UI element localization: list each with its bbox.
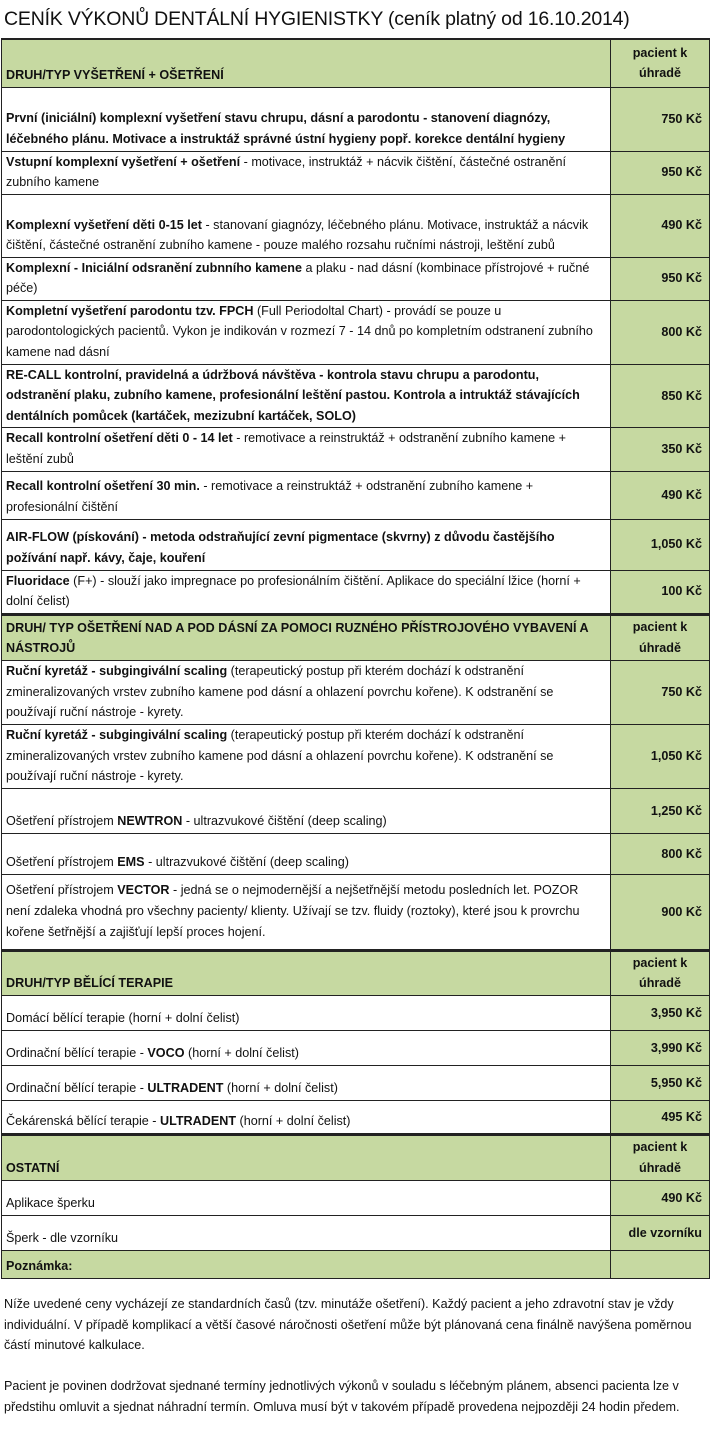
service-description: Recall kontrolní ošetření děti 0 - 14 let - remotivace a reinstruktáž + odstranění zubního kamene + leštění zubů <box>2 428 611 471</box>
service-price: 750 Kč <box>611 660 710 724</box>
table-row <box>2 471 710 519</box>
service-description: Kompletní vyšetření parodontu tzv. FPCH (Full Periodoltal Chart) - provádí se pouze u parodontologických pacientů. Vykon je indikován v rozmezí 7 - 14 dnů po kompletním odstranení zubního kamene nad dásní <box>2 300 611 364</box>
price-column-header: pacient k úhradě <box>611 614 710 660</box>
footer-paragraph: Níže uvedené ceny vycházejí ze standardních časů (tzv. minutáže ošetření). Každý pacient a jeho zdravotní stav je vždy individuální. V případě komplikací a větší časové náročnosti ošetření může být plánovaná cena finálně navýšena poměrnou částí minutové kalkulace. <box>4 1297 692 1353</box>
service-description: Komplexní - Iniciální odsranění zubnního kamene a plaku - nad dásní (kombinace přístrojové + ručné péče) <box>2 257 611 300</box>
service-price: 1,050 Kč <box>611 724 710 788</box>
note-price-cell <box>611 1250 710 1278</box>
service-price: 490 Kč <box>611 1180 710 1215</box>
table-row <box>2 1215 710 1250</box>
service-price: 350 Kč <box>611 428 710 471</box>
table-row <box>2 1030 710 1065</box>
section-title: OSTATNÍ <box>2 1134 611 1180</box>
service-price: 900 Kč <box>611 874 710 950</box>
service-price: 800 Kč <box>611 833 710 874</box>
page-title: CENÍK VÝKONŮ DENTÁLNÍ HYGIENISTKY (ceník platný od 16.10.2014) <box>4 8 630 30</box>
service-description: Fluoridace (F+) - slouží jako impregnace po profesionálním čištění. Aplikace do speciální lžice (horní + dolní čelist) <box>2 570 611 614</box>
section-title: DRUH/TYP VYŠETŘENÍ + OŠETŘENÍ <box>2 39 611 87</box>
service-description: Ordinační bělící terapie - ULTRADENT (horní + dolní čelist) <box>2 1065 611 1100</box>
table-row <box>2 151 710 194</box>
note-label: Poznámka: <box>2 1250 611 1278</box>
service-description: Ošetření přístrojem EMS - ultrazvukové čištění (deep scaling) <box>2 833 611 874</box>
service-price: 850 Kč <box>611 364 710 428</box>
service-description: RE-CALL kontrolní, pravidelná a údržbová návštěva - kontrola stavu chrupu a parodontu, odstranění plaku, zubního kamene, profesionální leštění pastou. Kontrola a intruktáž stávajících dentálních pomůcek (kartáček, mezizubní kartáček, SOLO) <box>2 364 611 428</box>
footer-paragraph: Pacient je povinen dodržovat sjednané termíny jednotlivých výkonů v souladu s léčebným plánem, absenci pacienta lze v předstihu omluvit a sjednat náhradní termín. Omluva musí být v takovém případě provedena nejpozději 24 hodin předem. <box>4 1379 680 1414</box>
table-row <box>2 1065 710 1100</box>
section-header <box>2 950 710 995</box>
table-row <box>2 87 710 151</box>
table-row <box>2 570 710 614</box>
service-description: Ruční kyretáž - subgingivální scaling (terapeutický postup při kterém dochází k odstranění zmineralizovaných vrstev zubního kamene pod dásní a ohlazení povrchu kořene). K odstranění se používají ruční nástroje - kyrety. <box>2 724 611 788</box>
service-price: 1,050 Kč <box>611 519 710 570</box>
price-table <box>1 38 710 1279</box>
service-price: 750 Kč <box>611 87 710 151</box>
service-price: 3,990 Kč <box>611 1030 710 1065</box>
service-price: 100 Kč <box>611 570 710 614</box>
section-header <box>2 39 710 87</box>
table-row <box>2 833 710 874</box>
section-title: DRUH/TYP BĚLÍCÍ TERAPIE <box>2 950 611 995</box>
service-price: 950 Kč <box>611 257 710 300</box>
price-column-header: pacient k úhradě <box>611 39 710 87</box>
table-row <box>2 194 710 257</box>
service-description: Ruční kyretáž - subgingivální scaling (terapeutický postup při kterém dochází k odstranění zmineralizovaných vrstev zubního kamene pod dásní a ohlazení povrchu kořene). K odstranění se používají ruční nástroje - kyrety. <box>2 660 611 724</box>
table-row <box>2 257 710 300</box>
service-price: 800 Kč <box>611 300 710 364</box>
table-row <box>2 874 710 950</box>
table-row <box>2 660 710 724</box>
service-price: 5,950 Kč <box>611 1065 710 1100</box>
service-description: Domácí bělící terapie (horní + dolní čelist) <box>2 995 611 1030</box>
service-description: Komplexní vyšetření děti 0-15 let - stanovaní giagnózy, léčebného plánu. Motivace, instruktáž a nácvik čištění, částečné ostranění zubního kamene - pouze malého rozsahu ručními nástroji, leštění zubů <box>2 194 611 257</box>
table-row <box>2 995 710 1030</box>
service-description: Čekárenská bělící terapie - ULTRADENT (horní + dolní čelist) <box>2 1100 611 1134</box>
service-description: Aplikace šperku <box>2 1180 611 1215</box>
service-price: 490 Kč <box>611 194 710 257</box>
service-description: Ošetření přístrojem VECTOR - jedná se o nejmodernější a nejšetřnější metodu posledních let. POZOR není zdaleka vhodná pro všechny pacienty/ klienty. Užívají se tzv. fluidy (roztoky), které jsou k provrchu kořene šetřnější a zajišťují lepší proces hojení. <box>2 874 611 950</box>
table-row <box>2 428 710 471</box>
table-row <box>2 788 710 833</box>
section-title: DRUH/ TYP OŠETŘENÍ NAD A POD DÁSNÍ ZA POMOCI RUZNÉHO PŘÍSTROJOVÉHO VYBAVENÍ A NÁSTROJŮ <box>2 614 611 660</box>
service-price: 1,250 Kč <box>611 788 710 833</box>
table-row <box>2 1180 710 1215</box>
section-header <box>2 1134 710 1180</box>
price-column-header: pacient k úhradě <box>611 1134 710 1180</box>
service-price: 3,950 Kč <box>611 995 710 1030</box>
table-row <box>2 519 710 570</box>
table-row <box>2 724 710 788</box>
table-row <box>2 364 710 428</box>
section-header <box>2 614 710 660</box>
service-description: Šperk - dle vzorníku <box>2 1215 611 1250</box>
table-row <box>2 300 710 364</box>
table-row <box>2 1100 710 1134</box>
service-price: 495 Kč <box>611 1100 710 1134</box>
service-price: dle vzorníku <box>611 1215 710 1250</box>
service-description: Vstupní komplexní vyšetření + ošetření - motivace, instruktáž + nácvik čištění, částečné ostranění zubního kamene <box>2 151 611 194</box>
service-description: První (iniciální) komplexní vyšetření stavu chrupu, dásní a parodontu - stanovení diagnózy, léčebného plánu. Motivace a instruktáž správné ústní hygieny popř. korekce dentální hygieny <box>2 87 611 151</box>
service-price: 490 Kč <box>611 471 710 519</box>
service-description: Ošetření přístrojem NEWTRON - ultrazvukové čištění (deep scaling) <box>2 788 611 833</box>
note-row <box>2 1250 710 1278</box>
service-description: Ordinační bělící terapie - VOCO (horní + dolní čelist) <box>2 1030 611 1065</box>
service-price: 950 Kč <box>611 151 710 194</box>
service-description: Recall kontrolní ošetření 30 min. - remotivace a reinstruktáž + odstranění zubního kamene + profesionální čištění <box>2 471 611 519</box>
service-description: AIR-FLOW (pískování) - metoda odstraňující zevní pigmentace (skvrny) z důvodu častějšího požívání např. kávy, čaje, kouření <box>2 519 611 570</box>
price-column-header: pacient k úhradě <box>611 950 710 995</box>
